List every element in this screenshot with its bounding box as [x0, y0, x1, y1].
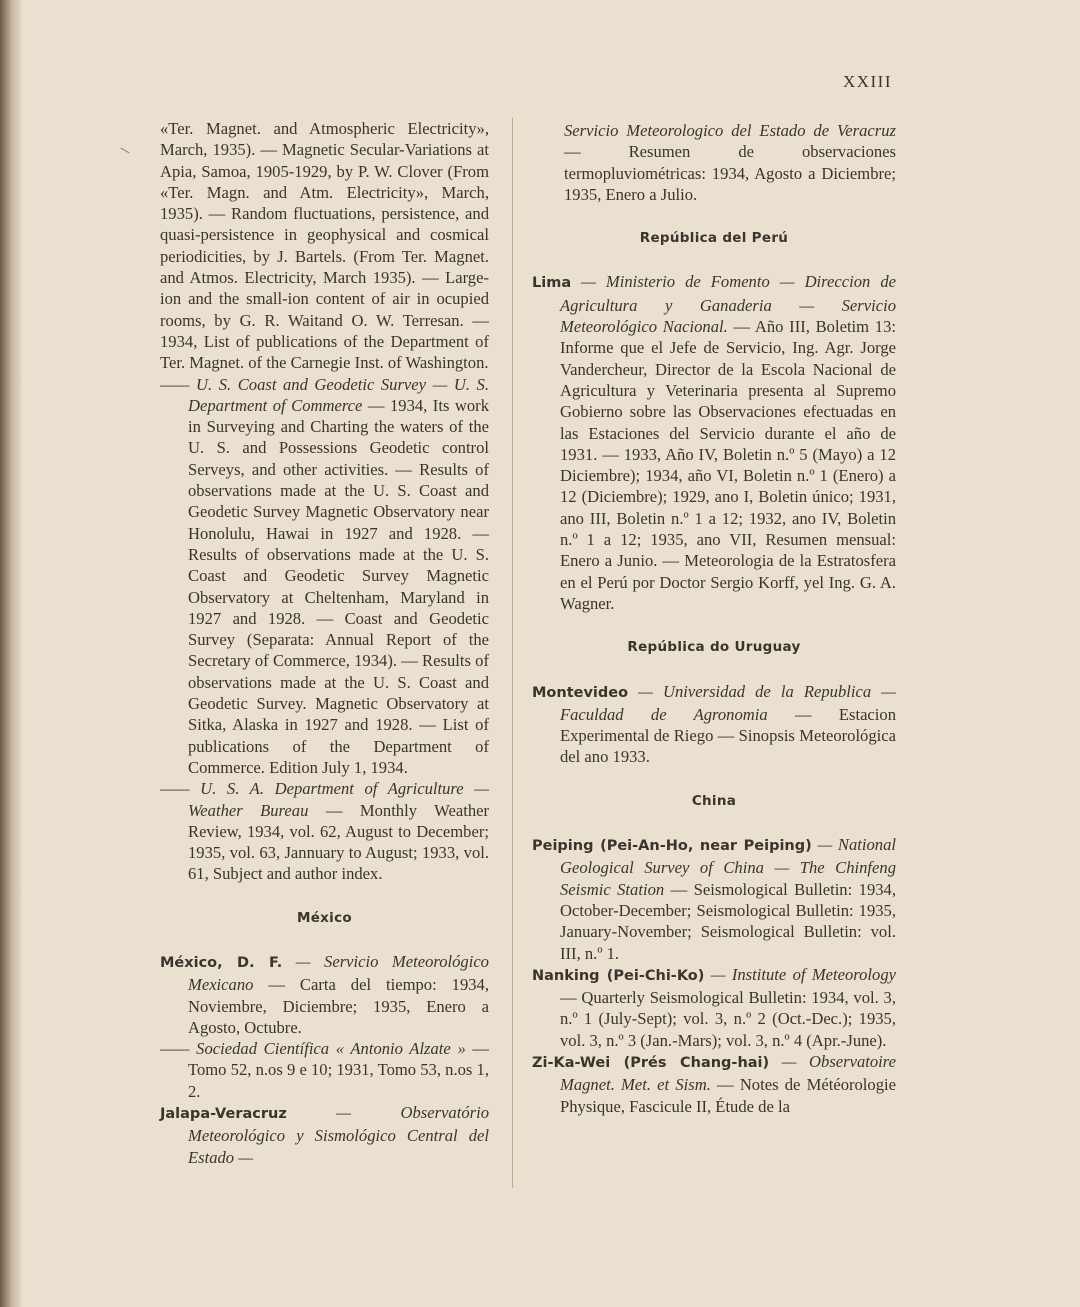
entry-jalapa-veracruz [160, 1102, 489, 1168]
entry-body: — Carta del tiempo: 1934, Noviembre, Diciembre; 1935, Enero a Agosto, Octubre. [188, 975, 489, 1037]
entry-body: — Resumen de observaciones termopluviométricas: 1934, Agosto a Diciembre; 1935, Enero a Julio. [564, 142, 896, 204]
entry-title: — Observatoire Magnet. Met. et Sism. [560, 1051, 896, 1095]
entry-title: Servicio Meteorologico del Estado de Veracruz [564, 121, 896, 140]
margin-mark [120, 148, 129, 154]
entry-place: Nanking (Pei-Chi-Ko) [532, 967, 705, 984]
entry-title: — Observatório Meteorológico y Sismológico Central del Estado — [188, 1103, 489, 1167]
entry-body: — 1934, Its work in Surveying and Charting the waters of the U. S. and Possessions Geodetic control Serveys, and other activities. — Results of observations made at the U. S. Coast and Geodetic Survey Magnetic Observatory near Honolulu, Hawai in 1927 and 1928. — Results of observations made at the U. S. Coast and Geodetic Survey Magnetic Observatory at Cheltenham, Maryland in 1927 and 1928. — Coast and Geodetic Survey (Separata: Annual Report of the Secretary of Commerce, 1934). — Results of observations made at the U. S. Coast and Geodetic Survey. Magnetic Observatory at Sitka, Alaska in 1927 and 1928. — List of publications of the Department of Commerce. Edition July 1, 1934. [188, 395, 489, 777]
entry-title: — Institute of Meteorology [704, 964, 896, 984]
entry-place: Zi-Ka-Wei (Prés Chang-hai) [532, 1054, 770, 1071]
entry-peiping [532, 834, 896, 964]
entry-lima [532, 271, 896, 614]
entry-body: — Tomo 52, n.os 9 e 10; 1931, Tomo 53, n.os 1, 2. [188, 1039, 490, 1101]
entry-body: — Monthly Weather Review, 1934, vol. 62, August to December; 1935, vol. 63, Jannuary to August; 1933, vol. 61, Subject and author index. [188, 800, 490, 884]
entry-body: — Quarterly Seismological Bulletin: 1934, vol. 3, n.º 1 (July-Sept); vol. 3, n.º 2 (Oct.-Dec.); 1935, vol. 3, n.º 3 (Jan.-Mars); vol. 3, n.º 4 (Apr.-June). [560, 988, 896, 1050]
section-heading-uruguay: República do Uruguay [627, 639, 801, 656]
entry-montevideo [532, 681, 896, 768]
entry-body: — Seismological Bulletin: 1934, October-December; Seismological Bulletin: 1935, January-November; Seismological Bulletin: vol. III, n.º 1. [560, 879, 897, 963]
right-column [532, 120, 896, 1117]
page-binding-edge [0, 0, 22, 1307]
entry-title: —— U. S. A. Department of Agriculture — Weather Bureau [160, 779, 489, 820]
section-heading-mexico: México [296, 909, 352, 926]
section-heading-peru: República del Perú [639, 230, 789, 247]
section-heading-china: China [691, 792, 737, 809]
entry-place: Lima [532, 275, 572, 292]
entry-body: — Año III, Boletim 13: Informe que el Jefe de Servicio, Ing. Agr. Jorge Vandercheur, Director de la Escola Nacional de Agricultura y Veterinaria presenta al Supremo Gobierno sobre las Observaciones efectuadas en las Estaciones del Servicio durante el año de 1931. — 1933, Año IV, Boletin n.º 5 (Mayo) a 12 Diciembre); 1934, año VI, Boletin n.º 1 (Enero) a 12 (Diciembre); 1929, ano I, Boletin único; 1931, ano III, Boletin n.º 1 a 12; 1932, ano IV, Boletin n.º 1 a 12; 1935, ano VII, Resumen mensual: Enero a Junio. — Meteorologia de la Estratosfera en el Perú por Doctor Sergio Korff, yel Ing. G. A. Wagner. [560, 317, 896, 613]
entry-mexico-df [160, 951, 489, 1038]
entry-sociedad-alzate [160, 1038, 489, 1102]
entry-title: — Servicio Meteorológico Mexicano [188, 951, 489, 995]
left-column [160, 118, 489, 1168]
entry-title: —— U. S. Coast and Geodetic Survey — U. S. Department of Commerce [160, 374, 489, 415]
entry-body: — Estacion Experimental de Riego — Sinopsis Meteorológica del ano 1933. [560, 704, 896, 767]
entry-nanking [532, 964, 896, 1051]
entry-us-coast-survey [160, 374, 489, 779]
intro-paragraph: «Ter. Magnet. and Atmospheric Electricity», March, 1935). — Magnetic Secular-Variations at Apia, Samoa, 1905-1929, by P. W. Clover (From «Ter. Magn. and Atm. Electricity», March, 1935). — Random fluctuations, persistence, and quasi-persistence in geophysical and cosmical periodicities, by J. Bartels. (From Ter. Magnet. and Atmos. Electricity, March 1935). — Large-ion and the small-ion content of air in ocupied rooms, by G. R. Waitand O. W. Terresan. — 1934, List of publications of the Department of Ter. Magnet. of the Carnegie Inst. of Washington. [160, 119, 489, 373]
entry-title: — Ministerio de Fomento — Direccion de Agricultura y Ganaderia — Servicio Meteorológico Nacional. [560, 272, 896, 337]
column-divider [512, 118, 513, 1188]
entry-place: Montevideo [532, 684, 629, 701]
entry-title: —— Sociedad Científica « Antonio Alzate » [160, 1039, 466, 1059]
entry-zikawei [532, 1051, 896, 1117]
entry-veracruz-continued [532, 120, 896, 205]
page-number: XXIII [842, 72, 892, 91]
entry-us-agriculture [160, 778, 489, 884]
entry-body: — Notes de Météorologie Physique, Fascicule II, Étude de la [560, 1075, 896, 1116]
entry-place: Jalapa-Veracruz [160, 1106, 287, 1123]
entry-title: — Universidad de la Republica — Faculdad de Agronomia [560, 681, 896, 724]
entry-place: México, D. F. [160, 954, 283, 971]
entry-place: Peiping (Pei-An-Ho, near Peiping) [532, 838, 812, 855]
entry-title: — National Geological Survey of China — The Chinfeng Seismic Station [560, 835, 897, 899]
